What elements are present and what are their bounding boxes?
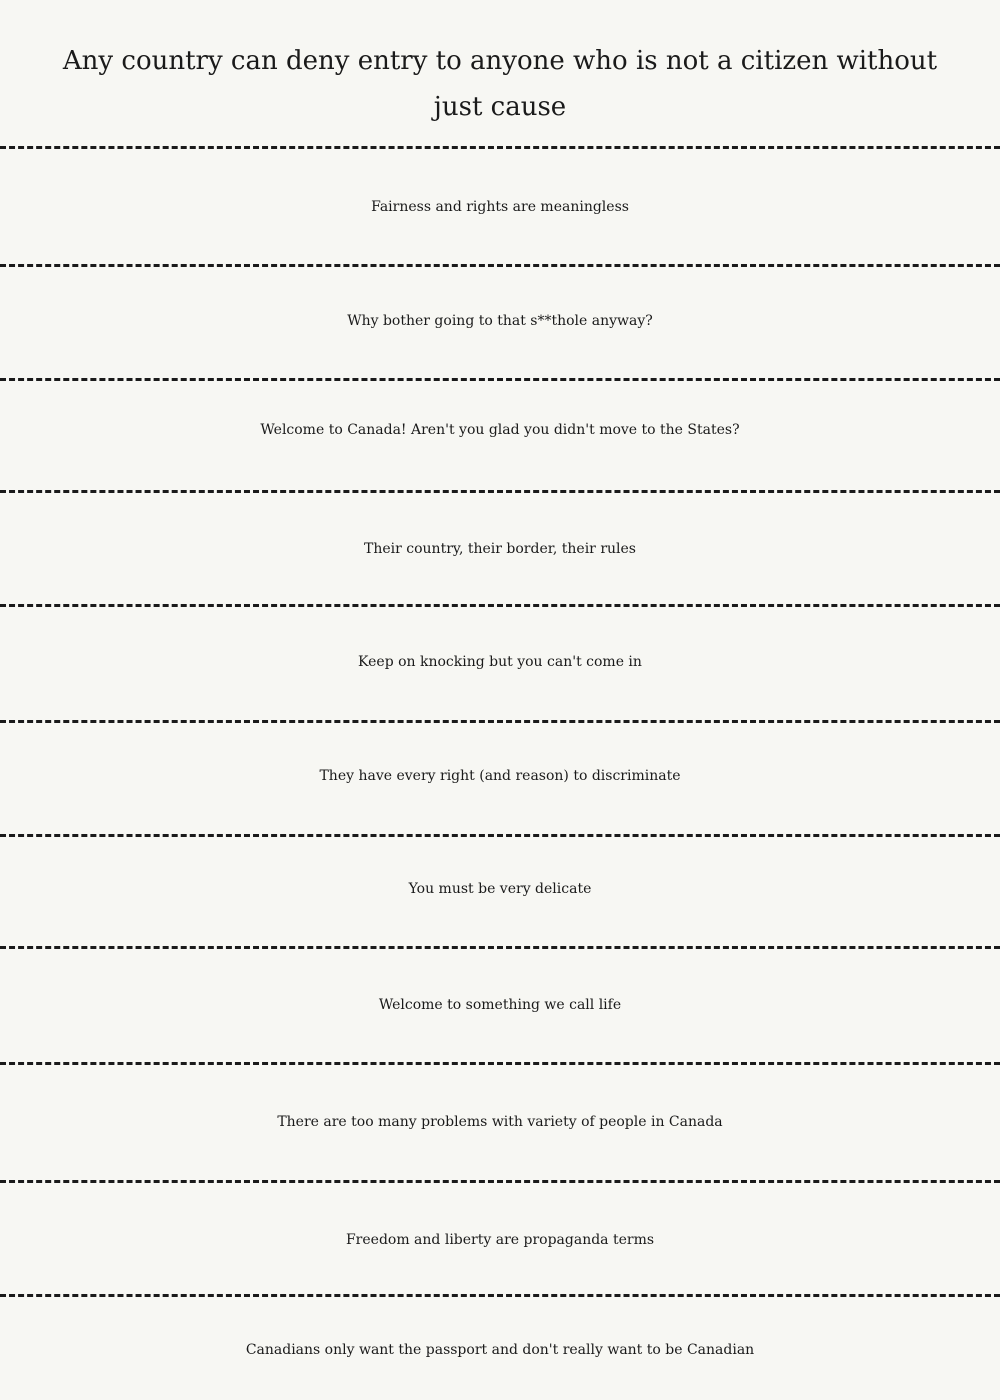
- statement-line: Their country, their border, their rules: [364, 541, 636, 557]
- statement-line: You must be very delicate: [408, 881, 592, 897]
- dashed-cut-line: [0, 1294, 1000, 1297]
- statement-line: Keep on knocking but you can't come in: [358, 654, 642, 670]
- dashed-cut-line: [0, 720, 1000, 723]
- statement-line: Welcome to something we call life: [378, 997, 622, 1013]
- statement-line: Fairness and rights are meaningless: [371, 199, 629, 215]
- statement-line: There are too many problems with variety of people in Canada: [277, 1114, 723, 1130]
- dashed-cut-line: [0, 378, 1000, 381]
- dashed-cut-line: [0, 1062, 1000, 1065]
- statement-line: Why bother going to that s**thole anyway?: [347, 313, 653, 329]
- dashed-cut-line: [0, 490, 1000, 493]
- statement-line: They have every right (and reason) to discriminate: [319, 768, 681, 784]
- statement-line: Any country can deny entry to anyone who is not a citizen without just cause: [62, 46, 938, 122]
- dashed-cut-line: [0, 146, 1000, 149]
- dashed-cut-line: [0, 1180, 1000, 1183]
- dashed-cut-line: [0, 834, 1000, 837]
- dashed-cut-line: [0, 264, 1000, 267]
- statement-line: Welcome to Canada! Aren't you glad you didn't move to the States?: [260, 422, 740, 438]
- dashed-cut-line: [0, 604, 1000, 607]
- dashed-cut-line: [0, 946, 1000, 949]
- statement-line: Freedom and liberty are propaganda terms: [345, 1232, 655, 1248]
- statement-line: Canadians only want the passport and don't really want to be Canadian: [245, 1342, 755, 1358]
